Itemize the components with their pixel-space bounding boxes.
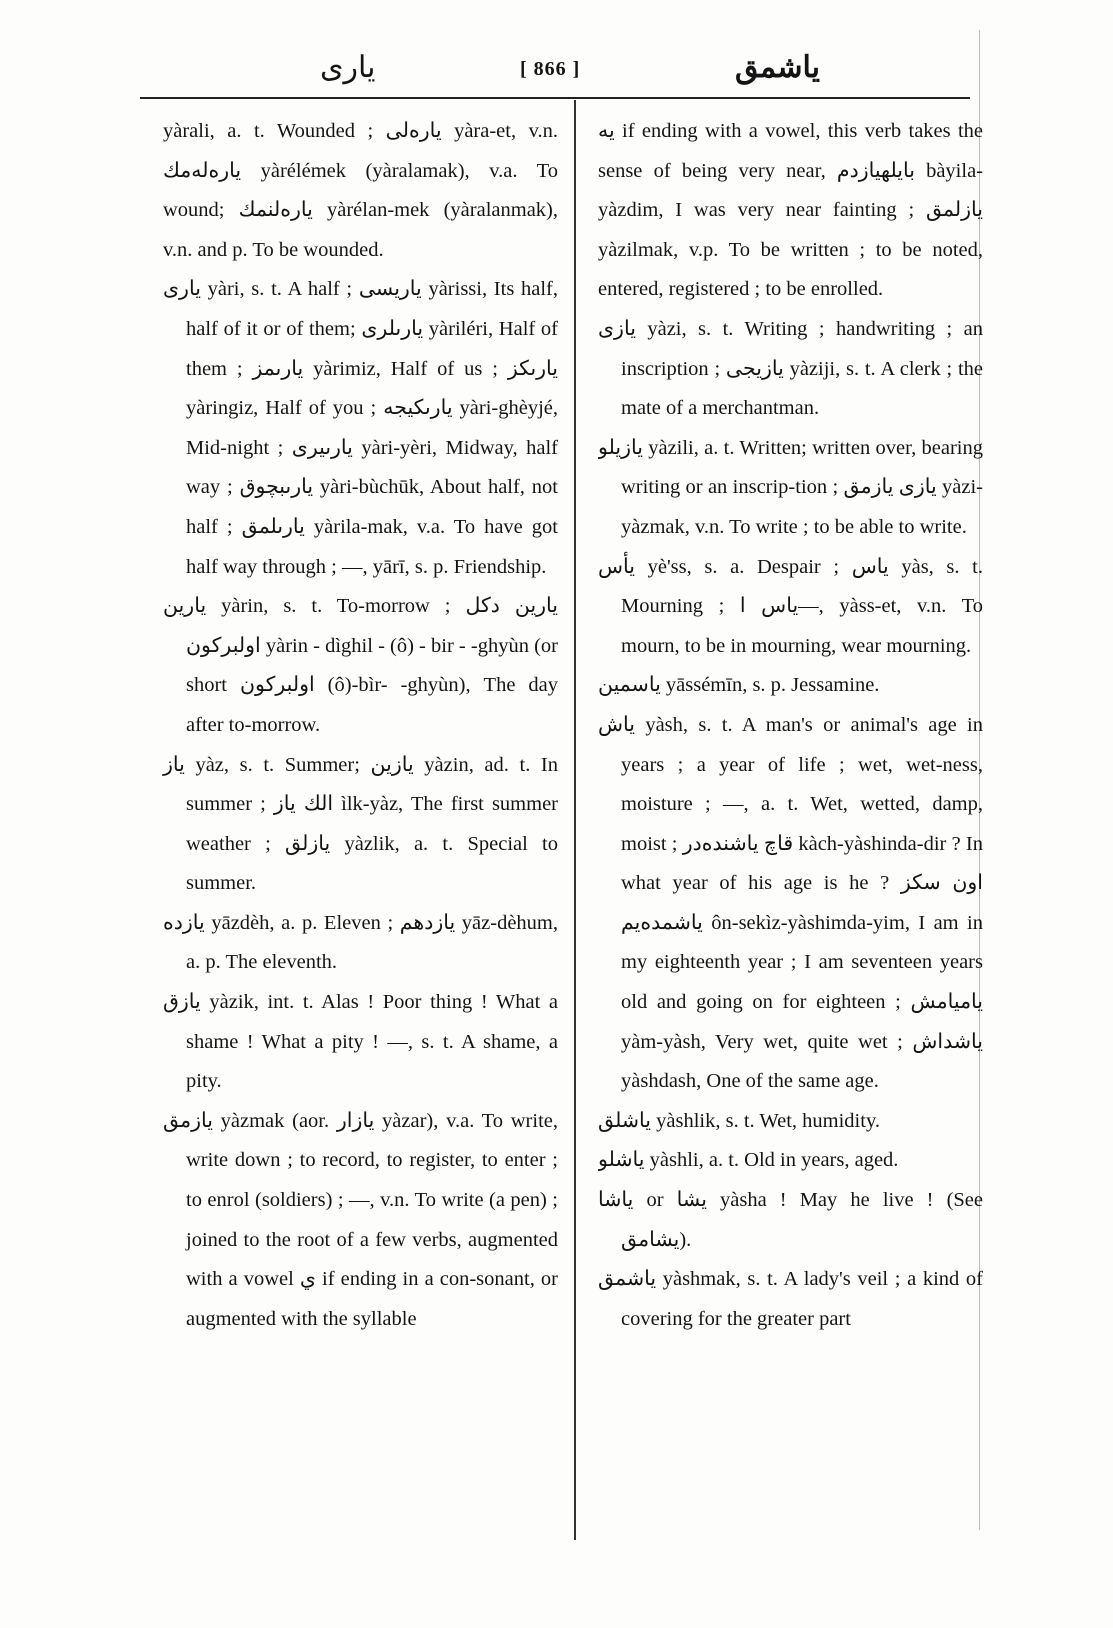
dictionary-entry: ياشلو yàshli, a. t. Old in years, aged. <box>598 1149 899 1172</box>
right-running-headword: ياشمق <box>735 51 820 84</box>
dictionary-entry: يارى yàri, s. t. A half ; ياريسى yàrissi, Its half, half of it or of them; يارىلرى yàriléri, Half of them ; يارىمز yàrimiz, Half of us ; يارىكز yàringiz, Half of you ; يارىكيجه yàri-ghèyjé, Mid-night ; يارىيرى yàri-yèri, Midway, half way ; يارىبچوق yàri-bùchūk, About half, not half ; يارىلمق yàrila-mak, v.a. To have got half way through ; —, yārī, s. p. Friendship. <box>163 278 559 578</box>
dictionary-entry: يازده yāzdèh, a. p. Eleven ; يازدهم yāz-dèhum, a. p. The eleventh. <box>163 911 558 974</box>
dictionary-entry: yàrali, a. t. Wounded ; يارەلى yàra-et, v.n. يارەلەمك yàrélémek (yàralamak), v.a. To wound; يارەلنمك yàrélan-mek (yàralanmak), v.n. and p. To be wounded. <box>163 120 558 261</box>
dictionary-entry: ياشلق yàshlik, s. t. Wet, humidity. <box>598 1109 880 1132</box>
left-running-headword: يارى <box>320 51 376 84</box>
dictionary-entry: يارين yàrin, s. t. To-morrow ; يارين دكل اولبركون yàrin - dìghil - (ô) - bir - -ghyùn (or short اولبركون (ô)-bìr- -ghyùn), The day after to-morrow. <box>163 595 558 736</box>
dictionary-entry: يازمق yàzmak (aor. يازار yàzar), v.a. To write, write down ; to record, to register, to enter ; to enrol (soldiers) ; —, v.n. To write (a pen) ; joined to the root of a few verbs, augmented with a vowel ي if ending in a con-sonant, or augmented with the syllable <box>163 1109 558 1330</box>
dictionary-entry: ياشمق yàshmak, s. t. A lady's veil ; a kind of covering for the greater part <box>598 1268 983 1330</box>
page-header <box>140 50 970 94</box>
left-column <box>163 112 558 1339</box>
dictionary-entry: يازى yàzi, s. t. Writing ; handwriting ; an inscription ; يازيجى yàziji, s. t. A clerk ; the mate of a merchantman. <box>598 317 983 420</box>
dictionary-entry: يازق yàzik, int. t. Alas ! Poor thing ! What a shame ! What a pity ! —, s. t. A shame, a pity. <box>163 991 558 1093</box>
dictionary-entry: ياز yàz, s. t. Summer; يازين yàzin, ad. t. In summer ; الك ياز ìlk-yàz, The first summer weather ; يازلق yàzlik, a. t. Special to summer. <box>163 753 558 895</box>
dictionary-entry: يازيلو yàzili, a. t. Written; written over, bearing writing or an inscrip-tion ; يازى يازمق yàzi-yàzmak, v.n. To write ; to be able to write. <box>598 436 983 538</box>
dictionary-entry: ياش yàsh, s. t. A man's or animal's age in years ; a year of life ; wet, wet-ness, moisture ; —, a. t. Wet, wetted, damp, moist ; قاچ ياشندەدر kàch-yàshinda-dir ? In what year of his age is he ? اون سكز ياشمدەيم ôn-sekìz-yàshimda-yim, I am in my eighteenth year ; I am seventeen years old and going on for eighteen ; ياميامش yàm-yàsh, Very wet, quite wet ; ياشداش yàshdash, One of the same age. <box>598 713 983 1093</box>
dictionary-entry: يه if ending with a vowel, this verb takes the sense of being very near, بايلهيازدم bàyila-yàzdim, I was very near fainting ; يازلمق yàzilmak, v.p. To be written ; to be noted, entered, registered ; to be enrolled. <box>598 120 983 301</box>
dictionary-entry: يأس yè'ss, s. a. Despair ; ياس yàs, s. t. Mourning ; ياس ا—, yàss-et, v.n. To mourn, to be in mourning, wear mourning. <box>598 555 983 657</box>
dictionary-entry: ياسمين yāssémīn, s. p. Jessamine. <box>598 674 880 697</box>
dictionary-entry: ياشا or يشا yàsha ! May he live ! (See يشامق). <box>598 1189 983 1251</box>
page-number: [ 866 ] <box>520 58 581 80</box>
column-divider <box>574 100 576 1540</box>
header-rule <box>140 97 970 99</box>
right-column <box>598 112 983 1339</box>
